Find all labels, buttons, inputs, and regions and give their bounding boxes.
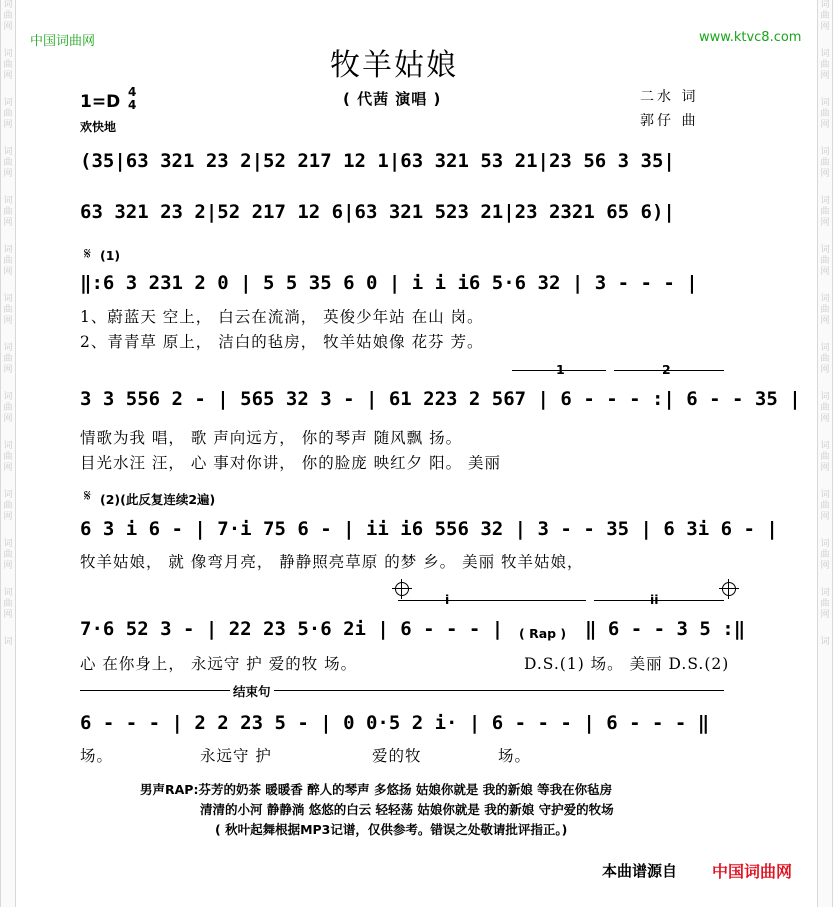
ending-bracket bbox=[80, 690, 724, 691]
rap-label: ( Rap ) bbox=[519, 626, 567, 641]
watermark-glyph: 词 bbox=[820, 0, 830, 10]
watermark-glyph: 词 bbox=[3, 392, 13, 402]
watermark-glyph: 网 bbox=[3, 365, 13, 375]
watermark-glyph: 曲 bbox=[820, 305, 830, 315]
watermark-glyph: 词 bbox=[820, 147, 830, 157]
watermark-glyph: 曲 bbox=[820, 109, 830, 119]
watermark-glyph: 曲 bbox=[820, 550, 830, 560]
watermark-glyph: 曲 bbox=[820, 501, 830, 511]
volta-bracket-ii bbox=[594, 600, 724, 601]
melody-line-4b: ‖ 6 - - 3 5 :‖ bbox=[585, 618, 746, 640]
watermark-gap bbox=[1, 425, 15, 441]
lyric-line-2a: 情歌为我 唱， 歌 声向远方， 你的琴声 随风飘 扬。 bbox=[80, 429, 463, 447]
watermark-glyph: 网 bbox=[3, 316, 13, 326]
coda-icon-2 bbox=[722, 582, 736, 596]
watermark-glyph: 网 bbox=[3, 561, 13, 571]
watermark-glyph: 网 bbox=[820, 169, 830, 179]
disclaimer: ( 秋叶起舞根据MP3记谱，仅供参考。错误之处敬请批评指正。) bbox=[215, 822, 568, 837]
watermark-glyph: 曲 bbox=[820, 11, 830, 21]
watermark-gap bbox=[1, 523, 15, 539]
key-signature: 1=D bbox=[80, 92, 121, 112]
lyricist-credit: 二水 词 bbox=[640, 89, 699, 105]
watermark-glyph: 词 bbox=[820, 392, 830, 402]
watermark-glyph: 曲 bbox=[3, 207, 13, 217]
watermark-gap bbox=[818, 82, 832, 98]
watermark-glyph: 网 bbox=[3, 414, 13, 424]
site-name-left[interactable]: 中国词曲网 bbox=[30, 34, 96, 49]
watermark-glyph: 词 bbox=[3, 343, 13, 353]
watermark-gap bbox=[818, 572, 832, 588]
intro-line-1: (35|63 321 23 2|52 217 12 1|63 321 53 21|23 56 3 35| bbox=[80, 150, 675, 172]
volta-label-ii: ii bbox=[650, 592, 659, 607]
melody-line-3: 6 3 i 6 - | 7·i 75 6 - | ii i6 556 32 | 3 - - 35 | 6 3i 6 - | bbox=[80, 518, 778, 540]
watermark-glyph: 词 bbox=[820, 98, 830, 108]
watermark-glyph: 曲 bbox=[3, 599, 13, 609]
composer-credit: 郭仔 曲 bbox=[640, 113, 699, 129]
watermark-gap bbox=[1, 621, 15, 637]
watermark-glyph: 曲 bbox=[820, 354, 830, 364]
watermark-glyph: 词 bbox=[820, 490, 830, 500]
watermark-glyph: 词 bbox=[820, 539, 830, 549]
rap-text-2: 清清的小河 静静淌 悠悠的白云 轻轻荡 姑娘你就是 我的新娘 守护爱的牧场 bbox=[200, 802, 614, 817]
lyric-line-5c: 爱的牧 bbox=[372, 747, 422, 765]
volta-label-2: 2 bbox=[662, 362, 671, 377]
lyric-line-4b: D.S.(1) 场。 美丽 D.S.(2) bbox=[524, 655, 730, 673]
watermark-glyph: 网 bbox=[820, 267, 830, 277]
watermark-glyph: 网 bbox=[3, 267, 13, 277]
watermark-glyph: 网 bbox=[820, 218, 830, 228]
watermark-glyph: 网 bbox=[820, 316, 830, 326]
volta-bracket-i bbox=[398, 600, 586, 601]
lyric-line-5a: 场。 bbox=[80, 747, 114, 765]
watermark-glyph: 词 bbox=[3, 490, 13, 500]
intro-line-2: 63 321 23 2|52 217 12 6|63 321 523 21|23 2321 65 6)| bbox=[80, 201, 675, 223]
lyric-line-1b: 2、青青草 原上， 洁白的毡房， 牧羊姑娘像 花芬 芳。 bbox=[80, 333, 484, 351]
watermark-glyph: 词 bbox=[3, 98, 13, 108]
watermark-glyph: 词 bbox=[820, 588, 830, 598]
watermark-gap bbox=[1, 229, 15, 245]
left-watermark-strip bbox=[0, 0, 16, 907]
watermark-glyph: 词 bbox=[3, 147, 13, 157]
watermark-glyph: 网 bbox=[3, 120, 13, 130]
watermark-glyph: 网 bbox=[3, 463, 13, 473]
watermark-glyph: 网 bbox=[820, 463, 830, 473]
lyric-line-1a: 1、蔚蓝天 空上， 白云在流淌， 英俊少年站 在山 岗。 bbox=[80, 308, 484, 326]
lyric-line-3: 牧羊姑娘， 就 像弯月亮， 静静照亮草原 的梦 乡。 美丽 牧羊姑娘， bbox=[80, 553, 584, 571]
watermark-glyph: 词 bbox=[820, 196, 830, 206]
watermark-glyph: 网 bbox=[3, 218, 13, 228]
footer-source-site[interactable]: 中国词曲网 bbox=[712, 862, 793, 881]
watermark-glyph: 词 bbox=[820, 49, 830, 59]
watermark-glyph: 词 bbox=[820, 441, 830, 451]
right-watermark-strip bbox=[817, 0, 833, 907]
watermark-gap bbox=[818, 180, 832, 196]
rap-text-1: 男声RAP:芬芳的奶茶 暖暖香 醉人的琴声 多悠扬 姑娘你就是 我的新娘 等我在你毡房 bbox=[140, 782, 613, 797]
melody-line-1: ‖:6 3 231 2 0 | 5 5 35 6 0 | i i i6 5·6 32 | 3 - - - | bbox=[80, 272, 698, 294]
watermark-glyph: 网 bbox=[820, 71, 830, 81]
watermark-glyph: 词 bbox=[3, 294, 13, 304]
lyric-line-5d: 场。 bbox=[498, 747, 532, 765]
site-url-right[interactable]: www.ktvc8.com bbox=[699, 30, 802, 45]
watermark-glyph: 曲 bbox=[820, 452, 830, 462]
watermark-glyph: 网 bbox=[3, 169, 13, 179]
volta-label-1: 1 bbox=[556, 362, 565, 377]
watermark-gap bbox=[818, 131, 832, 147]
watermark-gap bbox=[818, 621, 832, 637]
watermark-glyph: 曲 bbox=[820, 403, 830, 413]
watermark-glyph: 曲 bbox=[3, 354, 13, 364]
watermark-glyph: 曲 bbox=[3, 403, 13, 413]
coda-icon-1 bbox=[395, 582, 409, 596]
watermark-glyph: 网 bbox=[820, 120, 830, 130]
watermark-glyph: 词 bbox=[820, 245, 830, 255]
watermark-glyph: 词 bbox=[3, 539, 13, 549]
watermark-gap bbox=[1, 572, 15, 588]
watermark-glyph: 曲 bbox=[3, 256, 13, 266]
time-signature: 4 4 bbox=[128, 85, 137, 112]
watermark-gap bbox=[1, 180, 15, 196]
watermark-glyph: 曲 bbox=[820, 158, 830, 168]
segno-mark-1: (1) bbox=[100, 248, 121, 263]
watermark-gap bbox=[1, 82, 15, 98]
watermark-gap bbox=[1, 33, 15, 49]
watermark-gap bbox=[1, 474, 15, 490]
watermark-glyph: 网 bbox=[820, 610, 830, 620]
watermark-glyph: 曲 bbox=[820, 60, 830, 70]
watermark-glyph: 曲 bbox=[820, 256, 830, 266]
singer-credit: ( 代茜 演唱 ) bbox=[343, 90, 442, 108]
watermark-glyph: 曲 bbox=[3, 550, 13, 560]
watermark-glyph: 词 bbox=[820, 637, 830, 647]
lyric-line-4: 心 在你身上， 永远守 护 爱的牧 场。 bbox=[80, 655, 358, 673]
watermark-glyph: 词 bbox=[3, 441, 13, 451]
watermark-glyph: 网 bbox=[3, 610, 13, 620]
watermark-glyph: 曲 bbox=[3, 60, 13, 70]
volta-label-i: i bbox=[445, 592, 450, 607]
lyric-line-5b: 永远守 护 bbox=[200, 747, 272, 765]
watermark-glyph: 曲 bbox=[820, 599, 830, 609]
watermark-glyph: 曲 bbox=[3, 109, 13, 119]
watermark-glyph: 词 bbox=[820, 294, 830, 304]
watermark-glyph: 词 bbox=[3, 196, 13, 206]
watermark-glyph: 词 bbox=[3, 637, 13, 647]
watermark-glyph: 网 bbox=[820, 365, 830, 375]
watermark-glyph: 词 bbox=[820, 343, 830, 353]
watermark-glyph: 曲 bbox=[3, 501, 13, 511]
melody-line-4: 7·6 52 3 - | 22 23 5·6 2i | 6 - - - | bbox=[80, 618, 504, 640]
segno-mark-2: (2)(此反复连续2遍) bbox=[100, 492, 216, 507]
watermark-gap bbox=[1, 376, 15, 392]
watermark-glyph: 网 bbox=[820, 22, 830, 32]
watermark-gap bbox=[818, 523, 832, 539]
watermark-gap bbox=[1, 327, 15, 343]
watermark-glyph: 词 bbox=[3, 588, 13, 598]
watermark-gap bbox=[818, 278, 832, 294]
melody-line-2: 3 3 556 2 - | 565 32 3 - | 61 223 2 567 | 6 - - - :| 6 - - 35 | bbox=[80, 388, 801, 410]
watermark-glyph: 曲 bbox=[820, 207, 830, 217]
watermark-glyph: 曲 bbox=[3, 11, 13, 21]
lyric-line-2b: 目光水汪 汪， 心 事对你讲， 你的脸庞 映红夕 阳。 美丽 bbox=[80, 454, 501, 472]
segno-symbol-2: 𝄋 bbox=[84, 486, 91, 505]
song-title: 牧羊姑娘 bbox=[330, 48, 458, 83]
watermark-glyph: 词 bbox=[3, 49, 13, 59]
tempo-marking: 欢快地 bbox=[80, 120, 117, 134]
watermark-glyph: 网 bbox=[3, 22, 13, 32]
watermark-glyph: 网 bbox=[820, 414, 830, 424]
watermark-glyph: 网 bbox=[820, 561, 830, 571]
watermark-gap bbox=[1, 131, 15, 147]
melody-line-5: 6 - - - | 2 2 23 5 - | 0 0·5 2 i· | 6 - - - | 6 - - - ‖ bbox=[80, 712, 710, 734]
watermark-glyph: 曲 bbox=[3, 452, 13, 462]
watermark-gap bbox=[818, 376, 832, 392]
watermark-glyph: 网 bbox=[3, 71, 13, 81]
ending-label: 结束句 bbox=[230, 682, 274, 700]
watermark-gap bbox=[818, 229, 832, 245]
watermark-gap bbox=[1, 278, 15, 294]
watermark-glyph: 词 bbox=[3, 0, 13, 10]
watermark-gap bbox=[818, 327, 832, 343]
watermark-gap bbox=[818, 33, 832, 49]
watermark-glyph: 词 bbox=[3, 245, 13, 255]
watermark-gap bbox=[818, 425, 832, 441]
footer-source-label: 本曲谱源自 bbox=[602, 862, 678, 880]
watermark-gap bbox=[818, 474, 832, 490]
watermark-glyph: 网 bbox=[3, 512, 13, 522]
segno-symbol: 𝄋 bbox=[84, 244, 91, 263]
watermark-glyph: 曲 bbox=[3, 305, 13, 315]
watermark-glyph: 曲 bbox=[3, 158, 13, 168]
watermark-glyph: 网 bbox=[820, 512, 830, 522]
